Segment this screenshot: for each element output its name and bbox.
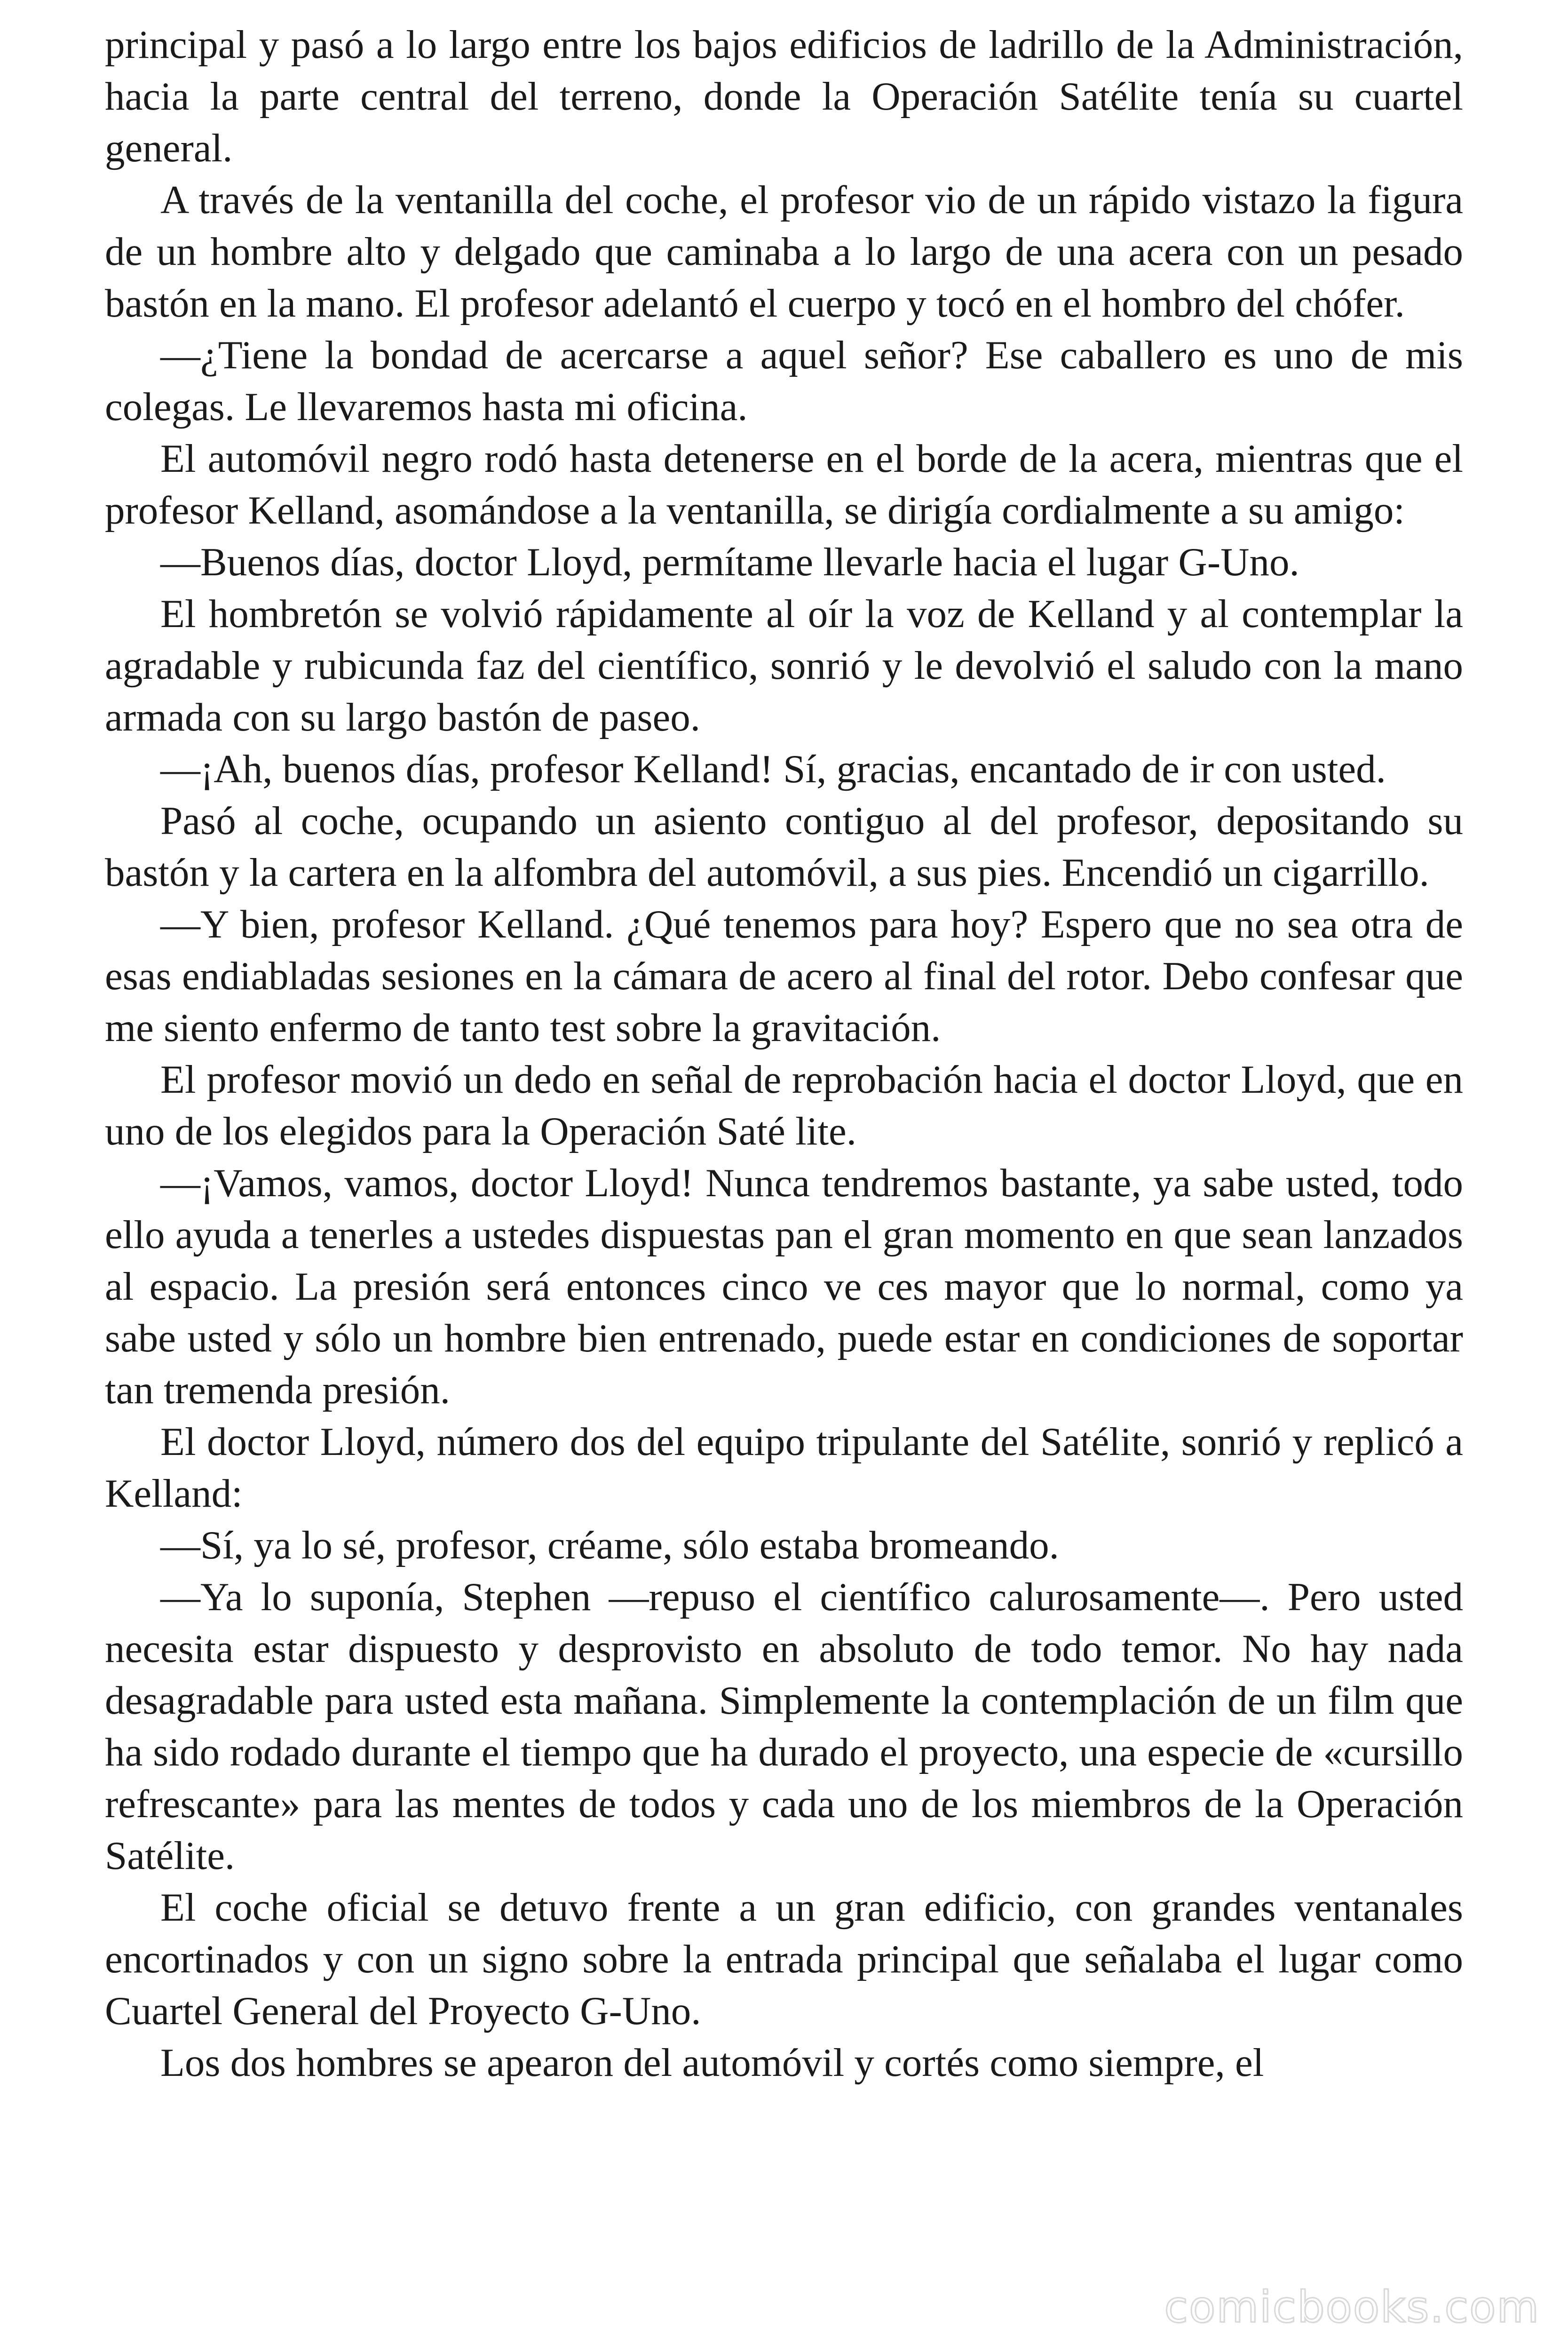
paragraph: —¡Vamos, vamos, doctor Lloyd! Nunca tendremos bastante, ya sabe usted, todo ello ayuda a tenerles a ustedes dispuestas pan el gran momento en que sean lanzados al espacio. La presión será entonces cinco ve ces mayor que lo normal, como ya sabe usted y sólo un hombre bien entrenado, puede estar en condiciones de soportar tan tremenda presión. — [105, 1161, 1463, 1412]
paragraph: El hombretón se volvió rápidamente al oír la voz de Kelland y al contemplar la agradable y rubicunda faz del científico, sonrió y le devolvió el saludo con la mano armada con su largo bastón de paseo. — [105, 592, 1463, 739]
watermark: comicbooks.com — [1164, 2282, 1540, 2332]
paragraph: —Buenos días, doctor Lloyd, permítame llevarle hacia el lugar G-Uno. — [160, 540, 1299, 584]
paragraph: El automóvil negro rodó hasta detenerse en el borde de la acera, mientras que el profesor Kelland, asomándose a la ventanilla, se dirigía cordialmente a su amigo: — [105, 437, 1463, 532]
paragraph: A través de la ventanilla del coche, el profesor vio de un rápido vistazo la figura de un hombre alto y delgado que caminaba a lo largo de una acera con un pesado bastón en la mano. El profesor adelantó el cuerpo y tocó en el hombro del chófer. — [105, 178, 1463, 326]
paragraph: —Ya lo suponía, Stephen —repuso el científico calurosamente—. Pero usted necesita estar dispuesto y desprovisto en absoluto de todo temor. No hay nada desagradable para usted esta mañana. Simplemente la contemplación de un film que ha sido rodado durante el tiempo que ha durado el proyecto, una especie de «cursillo refrescante» para las mentes de todos y cada uno de los miembros de la Operación Satélite. — [105, 1575, 1463, 1878]
paragraph: —¿Tiene la bondad de acercarse a aquel señor? Ese caballero es uno de mis colegas. Le llevaremos hasta mi oficina. — [105, 333, 1463, 429]
paragraph: —Sí, ya lo sé, profesor, créame, sólo estaba bromeando. — [160, 1523, 1059, 1567]
page-text — [105, 19, 1463, 2089]
paragraph: Los dos hombres se apearon del automóvil y cortés como siempre, el — [160, 2041, 1264, 2085]
paragraph: —Y bien, profesor Kelland. ¿Qué tenemos para hoy? Espero que no sea otra de esas endiabladas sesiones en la cámara de acero al final del rotor. Debo confesar que me siento enfermo de tanto test sobre la gravitación. — [105, 902, 1463, 1050]
paragraph: El doctor Lloyd, número dos del equipo tripulante del Satélite, sonrió y replicó a Kelland: — [105, 1420, 1463, 1516]
paragraph: Pasó al coche, ocupando un asiento contiguo al del profesor, depositando su bastón y la cartera en la alfombra del automóvil, a sus pies. Encendió un cigarrillo. — [105, 799, 1463, 895]
paragraph: El coche oficial se detuvo frente a un gran edificio, con grandes ventanales encortinados y con un signo sobre la entrada principal que señalaba el lugar como Cuartel General del Proyecto G-Uno. — [105, 1885, 1463, 2033]
paragraph: El profesor movió un dedo en señal de reprobación hacia el doctor Lloyd, que en uno de los elegidos para la Operación Saté lite. — [105, 1057, 1463, 1153]
paragraph: —¡Ah, buenos días, profesor Kelland! Sí, gracias, encantado de ir con usted. — [160, 747, 1386, 791]
paragraph: principal y pasó a lo largo entre los bajos edificios de ladrillo de la Administración, hacia la parte central del terreno, donde la Operación Satélite tenía su cuartel general. — [105, 23, 1463, 170]
